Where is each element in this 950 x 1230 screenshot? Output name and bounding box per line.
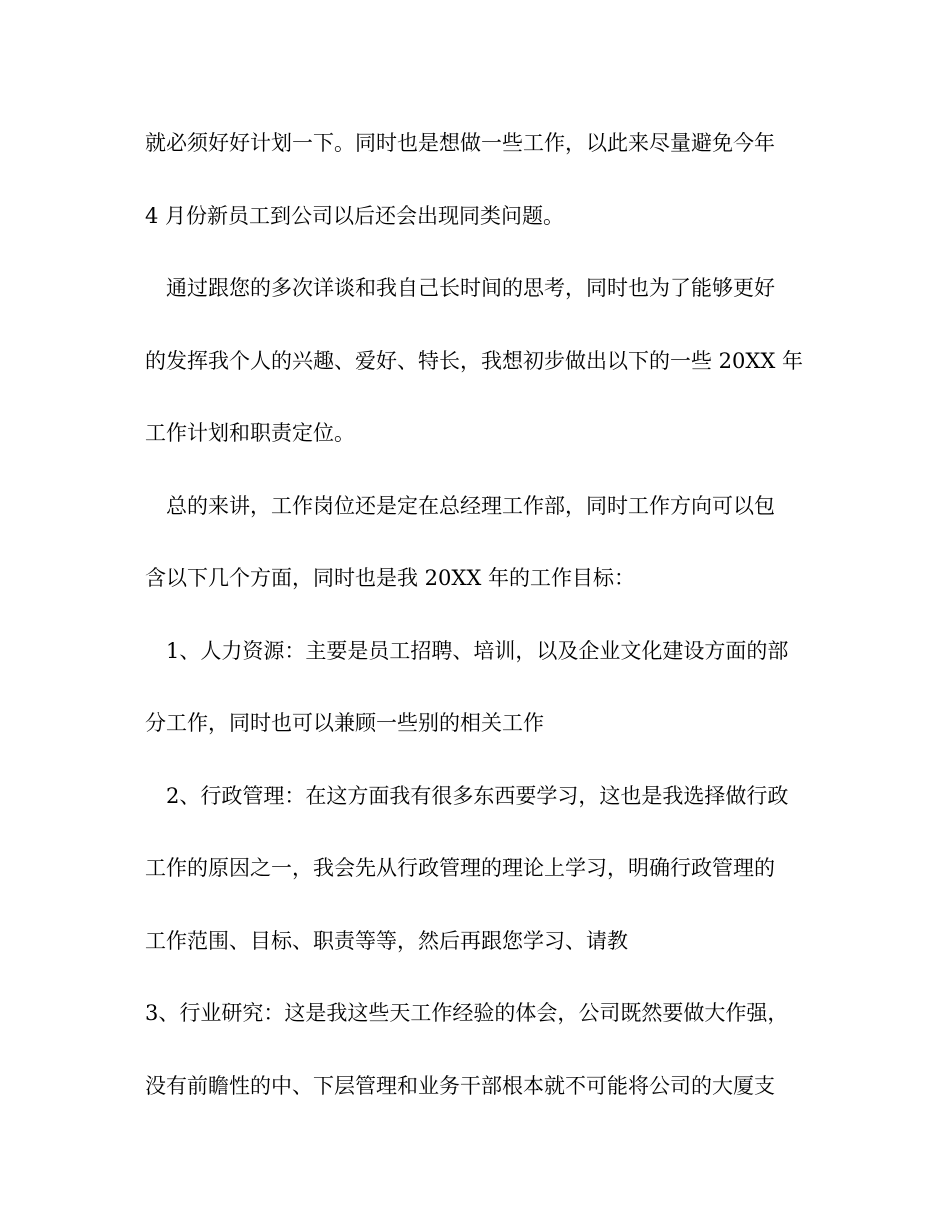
paragraph-line: 工作范围、目标、职责等等，然后再跟您学习、请教	[145, 929, 628, 953]
paragraph-line: 1、人力资源：主要是员工招聘、培训，以及企业文化建设方面的部	[145, 639, 789, 663]
paragraph-line: 通过跟您的多次详谈和我自己长时间的思考，同时也为了能够更好	[145, 276, 775, 300]
paragraph-line: 的发挥我个人的兴趣、爱好、特长，我想初步做出以下的一些 20XX 年	[145, 349, 803, 373]
paragraph-line: 工作的原因之一，我会先从行政管理的理论上学习，明确行政管理的	[145, 856, 775, 880]
paragraph-line: 4 月份新员工到公司以后还会出现同类问题。	[145, 204, 565, 228]
paragraph-line: 工作计划和职责定位。	[145, 421, 355, 445]
paragraph-line: 就必须好好计划一下。同时也是想做一些工作，以此来尽量避免今年	[145, 131, 775, 155]
paragraph-line: 3、行业研究：这是我这些天工作经验的体会，公司既然要做大作强，	[145, 1001, 789, 1025]
paragraph-line: 分工作，同时也可以兼顾一些别的相关工作	[145, 711, 544, 735]
paragraph-line: 总的来讲，工作岗位还是定在总经理工作部，同时工作方向可以包	[145, 494, 775, 518]
paragraph-line: 没有前瞻性的中、下层管理和业务干部根本就不可能将公司的大厦支	[145, 1074, 775, 1098]
paragraph-line: 2、行政管理：在这方面我有很多东西要学习，这也是我选择做行政	[145, 784, 789, 808]
paragraph-line: 含以下几个方面，同时也是我 20XX 年的工作目标：	[145, 566, 635, 590]
